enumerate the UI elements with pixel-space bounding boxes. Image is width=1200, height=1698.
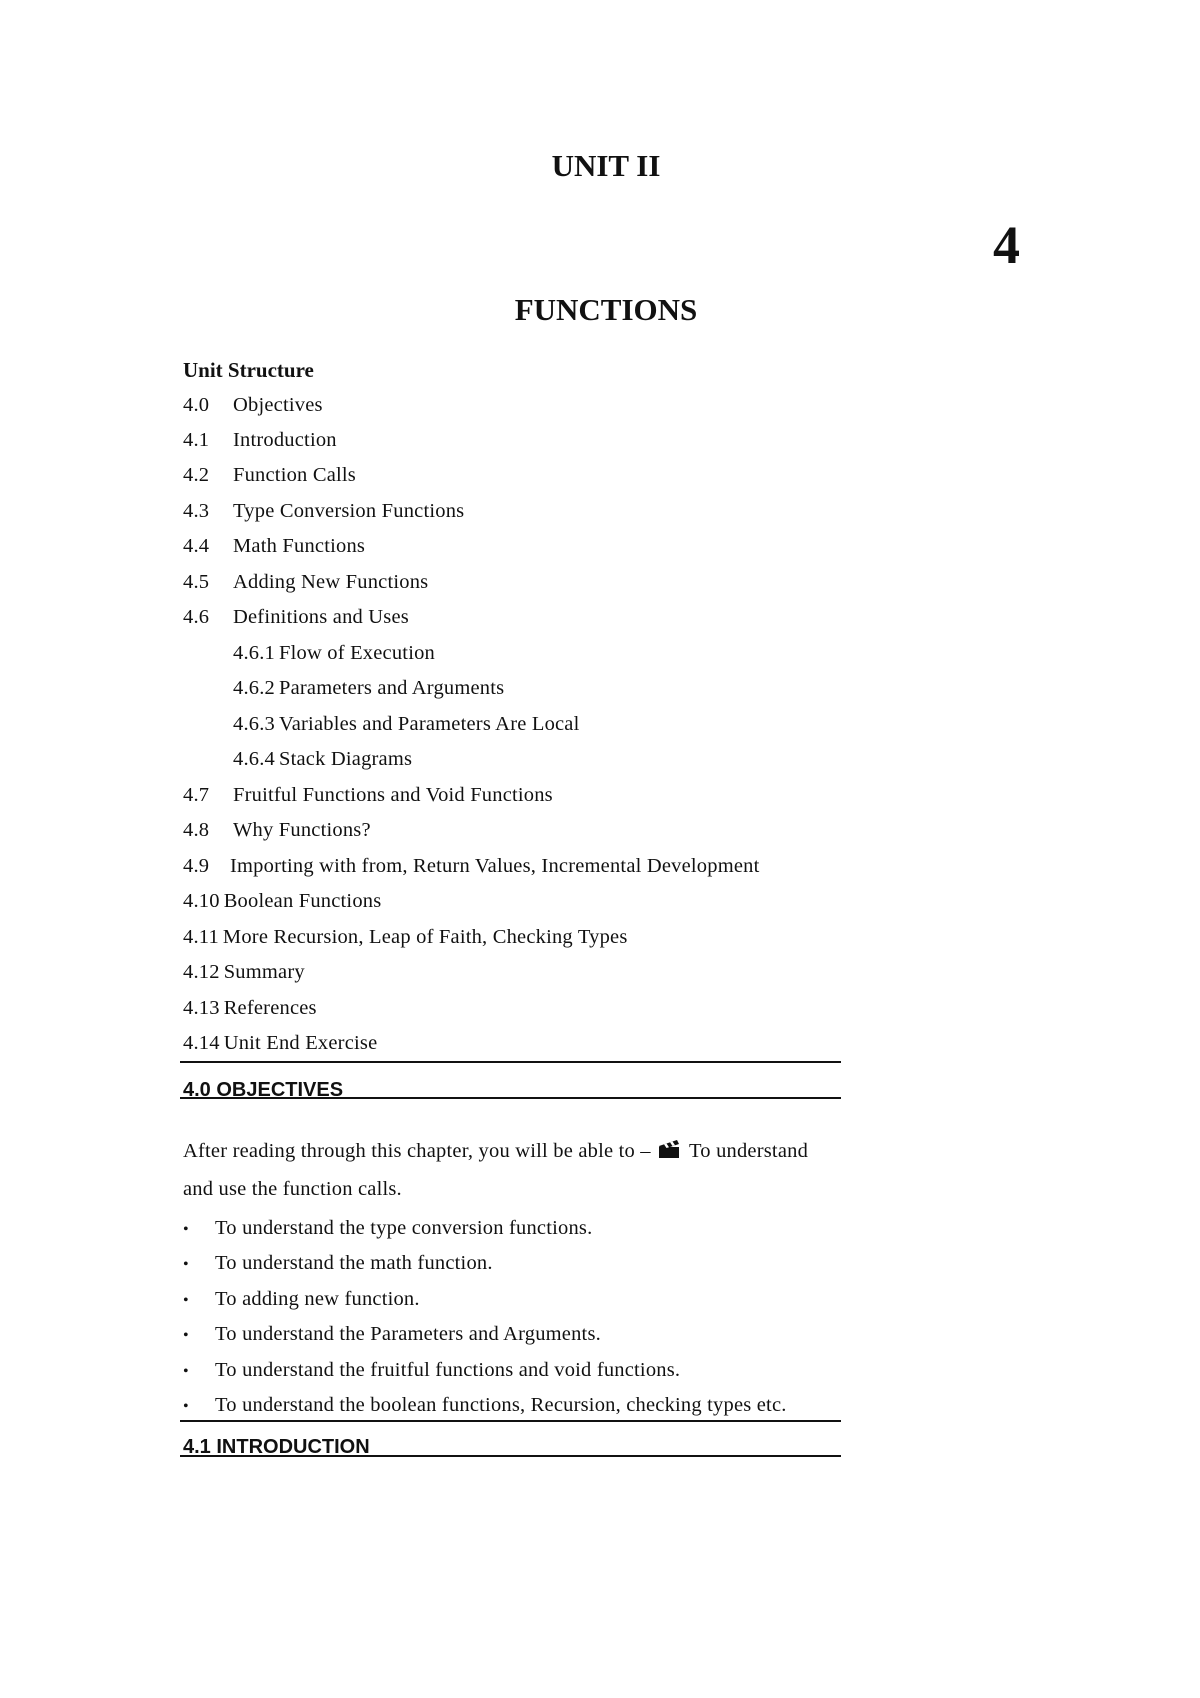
toc-item-number: 4.12: [183, 961, 220, 983]
toc-item-number: 4.11: [183, 926, 219, 948]
toc-item: [183, 390, 323, 420]
toc-item-number: 4.9: [183, 855, 210, 877]
bullet-symbol: •: [183, 1363, 189, 1380]
toc-item-label: Why Functions?: [233, 819, 371, 841]
bullet-symbol: •: [183, 1221, 189, 1238]
unit-title: UNIT II: [551, 148, 661, 183]
toc-item-number: 4.4: [183, 535, 210, 557]
bullet-symbol: •: [183, 1292, 189, 1309]
bullet-symbol: •: [183, 1327, 189, 1344]
toc-item: [183, 993, 317, 1023]
toc-item: [183, 602, 409, 632]
bullet-symbol: •: [183, 1398, 189, 1415]
bullet-text: To understand the math function.: [215, 1252, 493, 1274]
toc-item-number: 4.5: [183, 571, 210, 593]
toc-item-label: Objectives: [233, 394, 323, 416]
toc-item-label: Stack Diagrams: [279, 748, 413, 770]
toc-item: [183, 460, 356, 490]
toc-item-label: Definitions and Uses: [233, 606, 409, 628]
toc-item-number: 4.6.4: [233, 748, 275, 770]
toc-item-label: Adding New Functions: [233, 571, 429, 593]
objectives-intro-line2: and use the function calls.: [183, 1178, 402, 1200]
toc-item: [183, 851, 760, 881]
toc-item: [183, 567, 428, 597]
toc-item-number: 4.1: [183, 429, 210, 451]
toc-item-label: Math Functions: [233, 535, 366, 557]
toc-item-label: Function Calls: [233, 464, 356, 486]
bullet-symbol: •: [183, 1256, 189, 1273]
toc-item-number: 4.0: [183, 394, 210, 416]
toc-item-number: 4.8: [183, 819, 210, 841]
list-item: [183, 1390, 787, 1422]
toc-item-label: Unit End Exercise: [223, 1032, 378, 1054]
bullet-text: To adding new function.: [215, 1288, 420, 1310]
toc-item-number: 4.2: [183, 464, 210, 486]
toc-item-label: Boolean Functions: [223, 890, 382, 912]
bullet-text: To understand the Parameters and Arguments.: [215, 1323, 601, 1345]
toc-item-label: Variables and Parameters Are Local: [279, 713, 580, 735]
toc-item: [183, 1028, 377, 1058]
toc-item-number: 4.13: [183, 997, 220, 1019]
toc-item-number: 4.14: [183, 1032, 220, 1054]
toc-item-number: 4.6.2: [233, 677, 275, 699]
unit-structure-heading: Unit Structure: [183, 358, 314, 382]
toc-item: [183, 922, 628, 952]
toc-item-label: Importing with from, Return Values, Incremental Development: [230, 855, 760, 877]
toc-item: [183, 496, 464, 526]
section-divider: [180, 1061, 841, 1063]
list-item: [183, 1213, 592, 1245]
toc-item-label: Type Conversion Functions: [233, 500, 465, 522]
toc-subitem: [233, 744, 412, 774]
objectives-intro-text-cont: To understand: [689, 1140, 809, 1162]
list-item: [183, 1248, 493, 1280]
clapperboard-icon: [658, 1138, 680, 1168]
toc-item-label: Fruitful Functions and Void Functions: [233, 784, 553, 806]
chapter-number: 4: [993, 215, 1020, 275]
toc-item: [183, 815, 371, 845]
toc-subitem: [233, 673, 504, 703]
toc-item-number: 4.6.1: [233, 642, 275, 664]
list-item: [183, 1284, 420, 1316]
bullet-text: To understand the type conversion functions.: [215, 1217, 593, 1239]
chapter-title: FUNCTIONS: [514, 292, 698, 327]
objectives-intro-text: After reading through this chapter, you will be able to –: [183, 1140, 651, 1162]
toc-item-number: 4.6: [183, 606, 210, 628]
toc-item-number: 4.7: [183, 784, 210, 806]
toc-item-label: References: [223, 997, 317, 1019]
toc-item-label: Flow of Execution: [279, 642, 435, 664]
list-item: [183, 1319, 601, 1351]
toc-item-label: Parameters and Arguments: [279, 677, 505, 699]
bullet-text: To understand the fruitful functions and void functions.: [215, 1359, 681, 1381]
toc-item: [183, 780, 553, 810]
section-divider: [180, 1097, 841, 1099]
objectives-heading: 4.0 OBJECTIVES: [183, 1079, 344, 1101]
introduction-heading: 4.1 INTRODUCTION: [183, 1436, 370, 1458]
objectives-intro: [183, 1136, 808, 1168]
section-divider: [180, 1455, 841, 1457]
bullet-text: To understand the boolean functions, Recursion, checking types etc.: [215, 1394, 787, 1416]
toc-subitem: [233, 638, 435, 668]
toc-item-number: 4.10: [183, 890, 220, 912]
section-divider: [180, 1420, 841, 1422]
toc-item-label: Introduction: [233, 429, 337, 451]
toc-item: [183, 886, 381, 916]
toc-item-label: More Recursion, Leap of Faith, Checking Types: [222, 926, 628, 948]
list-item: [183, 1355, 680, 1387]
toc-subitem: [233, 709, 580, 739]
toc-item-number: 4.3: [183, 500, 210, 522]
toc-item: [183, 957, 305, 987]
toc-item: [183, 531, 365, 561]
toc-item-number: 4.6.3: [233, 713, 275, 735]
toc-item: [183, 425, 337, 455]
toc-item-label: Summary: [223, 961, 305, 983]
